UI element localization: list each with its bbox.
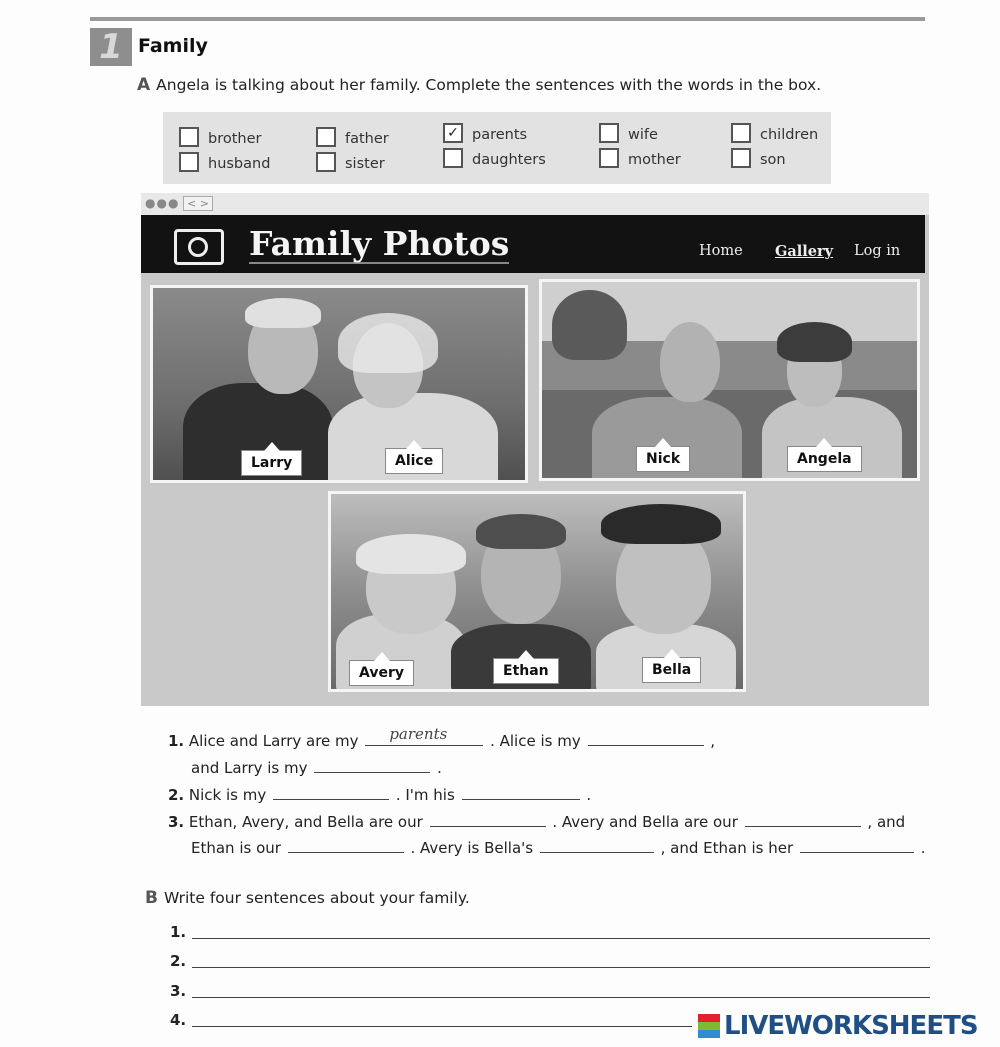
nav-login[interactable]: Log in — [854, 243, 901, 259]
question-number: 2. — [168, 786, 185, 804]
question-text: . Avery is Bella's — [410, 839, 534, 857]
question-text: Ethan, Avery, and Bella are our — [188, 813, 423, 831]
label-ethan: Ethan — [493, 658, 559, 684]
label-alice: Alice — [385, 448, 443, 474]
writing-line[interactable] — [192, 1026, 692, 1027]
word-label: parents — [472, 127, 528, 143]
part-b-letter: B — [145, 888, 158, 908]
word-option-husband[interactable] — [179, 154, 270, 174]
word-option-brother[interactable] — [179, 129, 261, 149]
watermark: LIVEWORKSHEETS — [724, 1011, 978, 1041]
word-option-daughters[interactable] — [443, 150, 546, 170]
question-text: . Alice is my — [490, 732, 581, 750]
question-number: 3. — [168, 813, 185, 831]
word-label: father — [345, 131, 389, 147]
answer-blank-1[interactable] — [365, 725, 483, 746]
window-dots: ●●● — [145, 196, 180, 210]
site-title: Family Photos — [249, 224, 510, 263]
question-text: Ethan is our — [191, 839, 281, 857]
nav-home[interactable]: Home — [699, 243, 743, 259]
photo-avery-ethan-bella — [328, 491, 746, 692]
checkbox-icon[interactable] — [316, 152, 336, 172]
word-option-parents[interactable] — [443, 125, 527, 145]
question-text: , — [710, 732, 716, 750]
checked-checkbox-icon[interactable]: ✓ — [443, 123, 463, 143]
word-option-wife[interactable] — [599, 125, 658, 145]
word-option-son[interactable] — [731, 150, 786, 170]
writing-line-number: 4. — [170, 1011, 187, 1029]
writing-line[interactable] — [192, 997, 930, 998]
word-label: children — [760, 127, 819, 143]
question-text: . I'm his — [395, 786, 455, 804]
checkbox-icon[interactable] — [731, 148, 751, 168]
part-a-letter: A — [137, 75, 151, 95]
word-label: husband — [208, 156, 271, 172]
answer-blank-7[interactable] — [745, 810, 861, 827]
part-a-instruction — [137, 75, 821, 95]
site-header — [141, 215, 925, 273]
nav-gallery[interactable]: Gallery — [775, 243, 834, 260]
question-text: . — [586, 786, 592, 804]
question-text: , and — [867, 813, 906, 831]
label-bella: Bella — [642, 657, 701, 683]
question-text: . — [437, 759, 442, 777]
browser-chrome — [141, 193, 929, 215]
question-1-line-1 — [168, 725, 716, 750]
writing-line[interactable] — [192, 938, 930, 939]
checkbox-icon[interactable] — [599, 123, 619, 143]
liveworksheets-logo-icon — [698, 1014, 720, 1038]
writing-line-number: 3. — [170, 982, 187, 1000]
checkbox-icon[interactable] — [316, 127, 336, 147]
word-option-mother[interactable] — [599, 150, 681, 170]
answer-blank-2[interactable] — [588, 729, 704, 746]
question-3-line-1 — [168, 810, 905, 831]
question-number: 1. — [168, 732, 185, 750]
nav-arrows-icon: < > — [183, 196, 213, 211]
checkbox-icon[interactable] — [731, 123, 751, 143]
question-text: . — [920, 839, 926, 857]
part-b-instruction — [145, 888, 470, 908]
section-number: 1 — [90, 28, 132, 66]
answer-blank-5[interactable] — [462, 783, 580, 800]
part-b-text: Write four sentences about your family. — [163, 889, 470, 907]
label-angela: Angela — [787, 446, 862, 472]
top-rule — [90, 17, 925, 21]
answer-blank-10[interactable] — [800, 836, 914, 853]
word-option-children[interactable] — [731, 125, 818, 145]
word-label: son — [760, 152, 786, 168]
question-2 — [168, 783, 591, 804]
question-text: Nick is my — [188, 786, 267, 804]
answer-parents: parents — [389, 725, 448, 743]
writing-line-number: 2. — [170, 952, 187, 970]
answer-blank-8[interactable] — [288, 836, 404, 853]
label-larry: Larry — [241, 450, 302, 476]
photo-nick-angela — [539, 279, 920, 481]
answer-blank-9[interactable] — [540, 836, 654, 853]
checkbox-icon[interactable] — [179, 152, 199, 172]
writing-line-number: 1. — [170, 923, 187, 941]
answer-blank-4[interactable] — [273, 783, 389, 800]
writing-line[interactable] — [192, 967, 930, 968]
word-label: brother — [208, 131, 262, 147]
label-avery: Avery — [349, 660, 414, 686]
answer-blank-3[interactable] — [314, 756, 430, 773]
word-box — [163, 112, 831, 184]
word-label: wife — [628, 127, 658, 143]
browser-mockup — [141, 193, 929, 706]
photo-larry-alice — [150, 285, 528, 483]
question-text: . Avery and Bella are our — [552, 813, 738, 831]
word-label: sister — [345, 156, 385, 172]
question-text: , and Ethan is her — [660, 839, 794, 857]
word-option-father[interactable] — [316, 129, 389, 149]
part-a-text: Angela is talking about her family. Complete the sentences with the words in the box. — [156, 76, 822, 94]
question-3-line-2 — [191, 836, 926, 857]
question-text: Alice and Larry are my — [188, 732, 359, 750]
label-nick: Nick — [636, 446, 690, 472]
question-text: and Larry is my — [191, 759, 308, 777]
checkbox-icon[interactable] — [179, 127, 199, 147]
question-1-line-2 — [191, 756, 442, 777]
camera-icon — [174, 229, 224, 265]
word-label: mother — [628, 152, 681, 168]
checkbox-icon[interactable] — [599, 148, 619, 168]
checkbox-icon[interactable] — [443, 148, 463, 168]
section-title: Family — [138, 35, 208, 57]
word-option-sister[interactable] — [316, 154, 385, 174]
word-label: daughters — [472, 152, 546, 168]
answer-blank-6[interactable] — [430, 810, 546, 827]
